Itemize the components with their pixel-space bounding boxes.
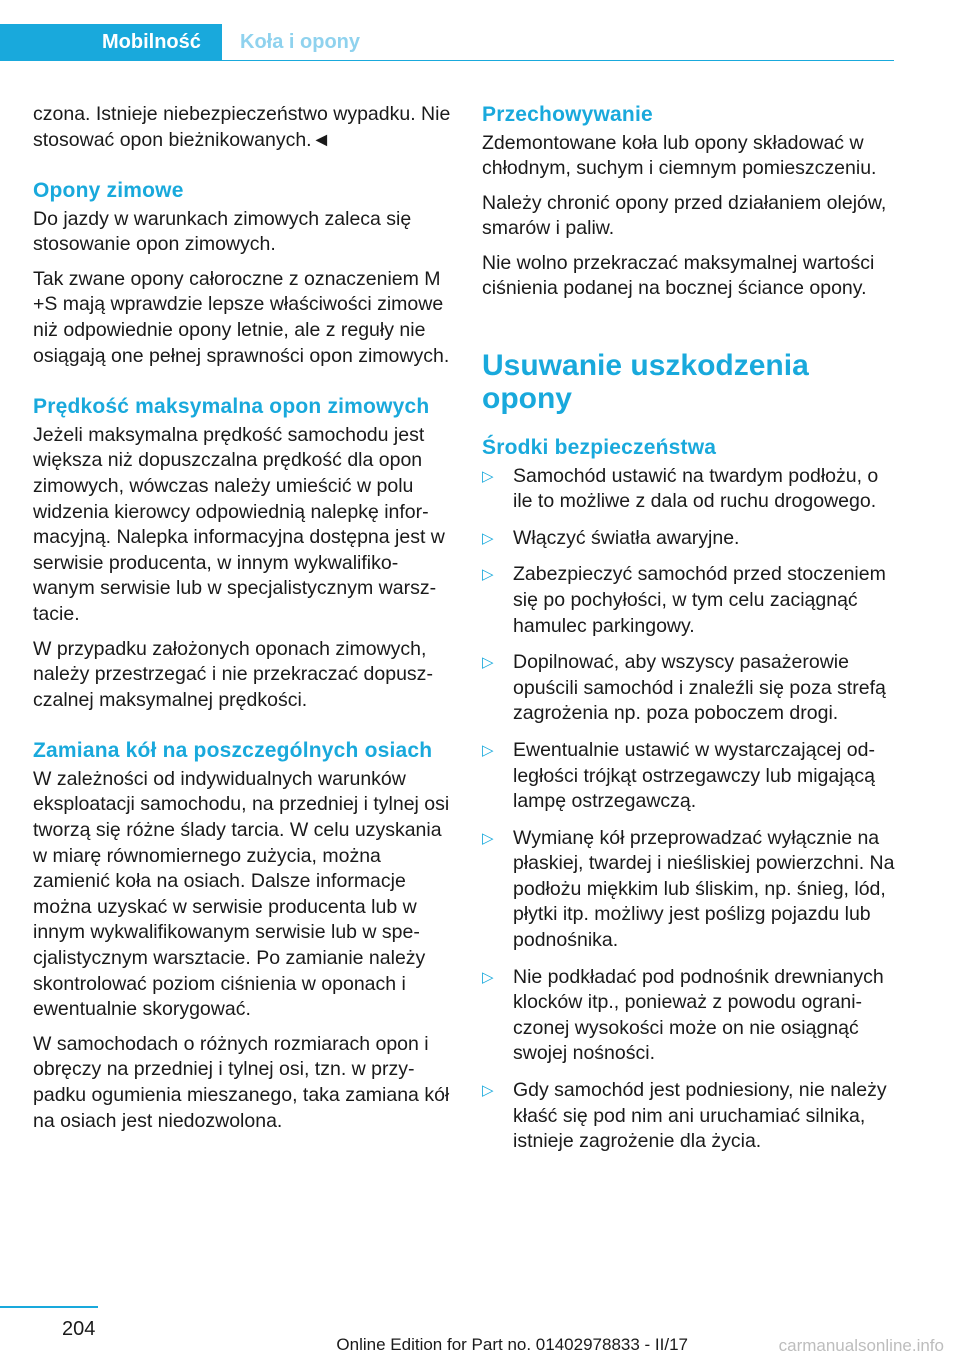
list-item: ▷ Dopilnować, aby wszyscy pasażerowie opuścili samochód i znaleźli się poza strefą zagrożenia np. poza poboczem drogi. [482, 651, 886, 725]
watermark: carmanualsonline.info [778, 1336, 944, 1355]
bullet-triangle-icon: ▷ [482, 529, 494, 547]
storage-paragraph-1: Zdemontowane koła lub opony składować w chłodnym, suchym i ciemnym pomieszczeniu. [482, 131, 877, 180]
max-speed-paragraph-2: W przypadku założonych oponach zimowych, należy przestrzegać i nie przekraczać dopuszczalnej maksymalnej prędkości. [33, 637, 433, 711]
list-item: ▷ Nie podkładać pod podnośnik drewnianych klocków itp., ponieważ z powodu ograniczonej wysokości może on nie osiągnąć swojej nośności. [482, 965, 884, 1065]
max-speed-paragraph-1: Jeżeli maksymalna prędkość samochodu jest większa niż dopuszczalna prędkość dla opon zimowych, wówczas należy umieścić w polu widzenia kierowcy odpowiednią nalepkę informacyjną. Nalepka informacyjna dostępna jest w serwisie producenta, w innym wykwalifikowanym serwisie lub w specjalistycznym warsztacie. [33, 423, 445, 625]
list-item: ▷ Zabezpieczyć samochód przed stoczeniem się po pochyłości, w tym celu zaciągnąć hamulec parkingowy. [482, 563, 886, 637]
safety-bullet-list [482, 464, 900, 1155]
header-section-title: Mobilność [102, 31, 201, 53]
bullet-triangle-icon: ▷ [482, 467, 494, 485]
wheel-swap-paragraph-1: W zależności od indywidualnych warunków eksploatacji samochodu, na przedniej i tylnej osi tworzą się różne ślady tarcia. W celu uzyskania w miarę równomiernego zużycia, można zamienić koła na osiach. Dalsze informacje można uzyskać w serwisie producenta lub w innym wykwalifikowanym serwisie lub w specjalistycznym warsztacie. Po zamianie należy skontrolować poziom ciśnienia w oponach i ewentualnie skorygować. [33, 767, 450, 1021]
bullet-triangle-icon: ▷ [482, 968, 494, 986]
winter-tires-paragraph-1: Do jazdy w warunkach zimowych zaleca się stosowanie opon zimowych. [33, 207, 412, 256]
list-item: ▷ Gdy samochód jest podniesiony, nie należy kłaść się pod nim ani uruchamiać silnika, istnieje zagrożenie dla życia. [482, 1079, 887, 1153]
right-column [482, 102, 900, 1166]
header-rule [222, 60, 894, 61]
storage-heading: Przechowywanie [482, 103, 653, 126]
page-number: 204 [62, 1318, 96, 1340]
wheel-swap-paragraph-2: W samochodach o różnych rozmiarach opon i obręczy na przedniej i tylnej osi, tzn. w przypadku ogumienia mieszanego, taka zamiana kół na osiach jest niedozwolona. [33, 1032, 450, 1132]
wheel-swap-heading: Zamiana kół na poszczególnych osiach [33, 739, 433, 763]
bullet-triangle-icon: ▷ [482, 654, 494, 672]
bullet-triangle-icon: ▷ [482, 1082, 494, 1100]
intro-paragraph: czona. Istnieje niebezpieczeństwo wypadku. Nie stosować opon bieżnikowanych.◄ [33, 103, 451, 151]
storage-paragraph-2: Należy chronić opony przed działaniem olejów, smarów i paliw. [482, 191, 887, 240]
storage-paragraph-3: Nie wolno przekraczać maksymalnej wartości ciśnienia podanej na bocznej ściance opony. [482, 251, 875, 300]
list-item: ▷ Ewentualnie ustawić w wystarczającej odległości trójkąt ostrzegawczy lub migającą lampę ostrzegawczą. [482, 738, 875, 813]
winter-tires-paragraph-2: Tak zwane opony całoroczne z oznaczeniem M +S mają wprawdzie lepsze właściwości zimowe niż odpowiednie opony letnie, ale z reguły nie osiągają one pełnej sprawności opon zimowych. [33, 267, 450, 367]
header-subsection-title: Koła i opony [240, 31, 360, 53]
list-item: ▷ Samochód ustawić na twardym podłożu, o ile to możliwe z dala od ruchu drogowego. [482, 464, 879, 513]
list-item: ▷ Wymianę kół przeprowadzać wyłącznie na płaskiej, twardej i nieśliskiej powierzchni. Na podłożu miękkim lub śliskim, np. śnieg, lód, płytki itp. możliwy jest poślizg pojazdu lub podnośnika. [482, 826, 895, 952]
list-item: ▷ Włączyć światła awaryjne. [482, 526, 900, 552]
tire-damage-title: Usuwanie uszkodzenia opony [482, 349, 809, 416]
footer-rule [0, 1306, 98, 1308]
bullet-triangle-icon: ▷ [482, 566, 494, 584]
left-column [33, 102, 451, 1143]
max-speed-heading: Prędkość maksymalna opon zimowych [33, 395, 430, 419]
bullet-triangle-icon: ▷ [482, 829, 494, 847]
edition-note: Online Edition for Part no. 01402978833 - II/17 [336, 1335, 688, 1354]
bullet-triangle-icon: ▷ [482, 741, 494, 759]
safety-measures-heading: Środki bezpieczeństwa [482, 436, 717, 460]
winter-tires-heading: Opony zimowe [33, 179, 184, 203]
